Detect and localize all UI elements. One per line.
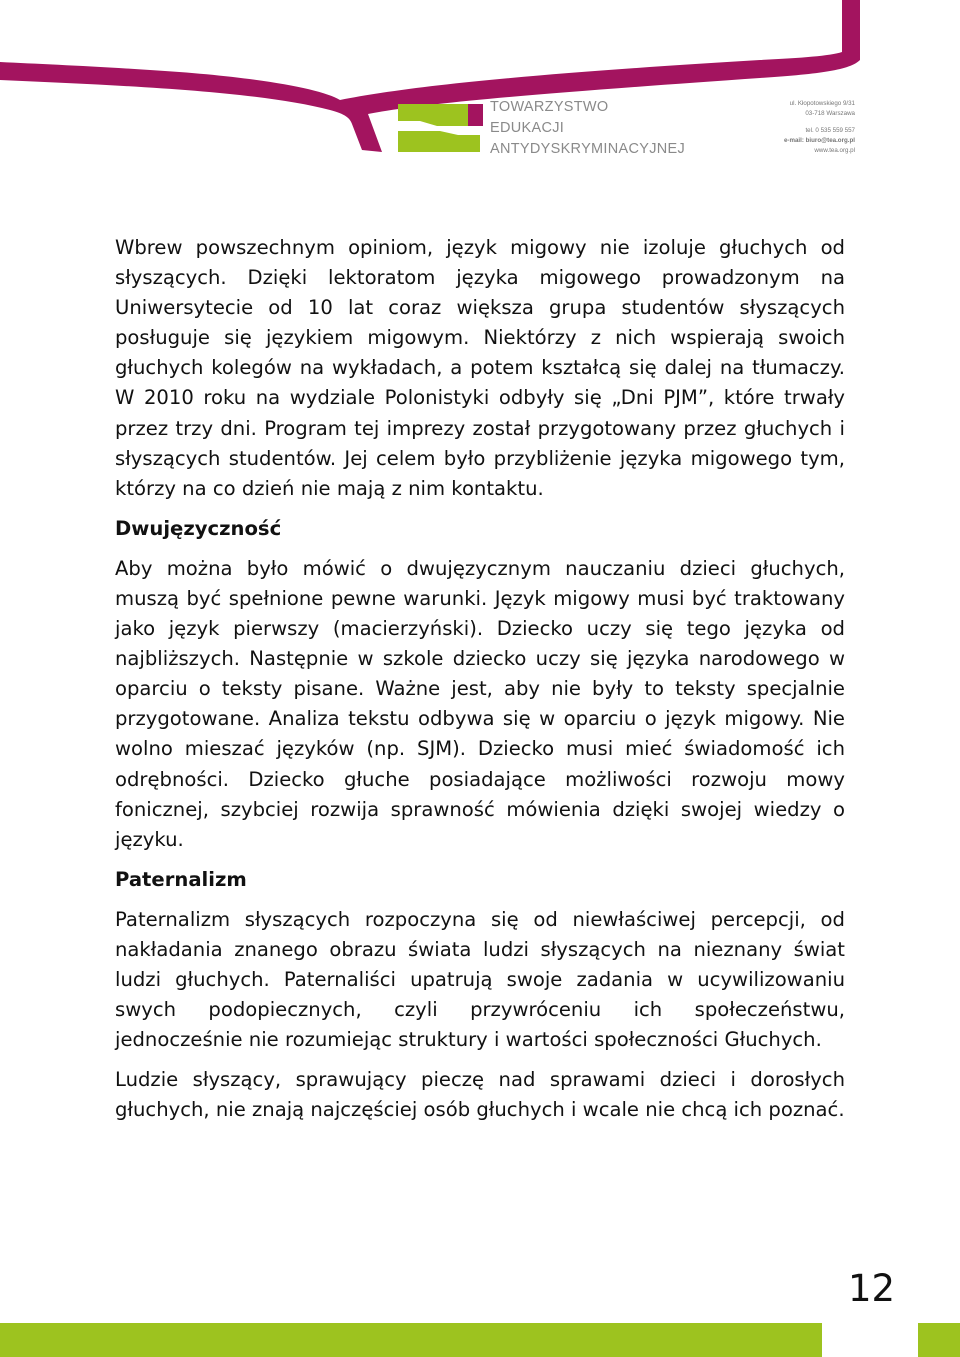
page-number: 12: [848, 1267, 896, 1310]
contact-email: e-mail: biuro@tea.org.pl: [783, 137, 855, 144]
paternalism-paragraph-2: Ludzie słyszący, sprawujący pieczę nad sprawami dzieci i dorosłych głuchych, nie znają najczęściej osób głuchych i wcale nie chcą ich poznać.: [115, 1068, 845, 1122]
paternalism-paragraph-1: Paternalizm słyszących rozpoczyna się od niewłaściwej percepcji, od nakładania znanego obrazu świata ludzi słyszących na nieznany świat ludzi głuchych. Paternaliści upatrują swoje zadania w ucywilizowaniu swych podopiecznych, czyli przywróceniu ich społeczeństwu, jednocześnie nie rozumiejąc struktury i wartości społeczności Głuchych.: [115, 907, 845, 1052]
logo-line-3: ANTYDYSKRYMINACYJNEJ: [490, 141, 686, 157]
logo-green-bottom: [398, 131, 480, 152]
contact-address-1: ul. Kłopotowskiego 9/31: [789, 100, 855, 107]
logo-line-1: TOWARZYSTWO: [490, 99, 609, 115]
logo-green-top: [398, 104, 468, 126]
page-content: [115, 233, 845, 1125]
contact-phone: tel. 0 535 559 557: [805, 127, 855, 134]
header-decoration: [0, 0, 960, 170]
contact-website: www.tea.org.pl: [814, 147, 855, 154]
bilingualism-paragraph: Aby można było mówić o dwujęzycznym nauczaniu dzieci głuchych, muszą być spełnione pewne warunki. Język migowy musi być traktowany jako język pierwszy (macierzyński). Dziecko uczy się tego języka od najbliższych. Następnie w szkole dziecko uczy się języka narodowego w oparciu o teksty pisane. Ważne jest, aby nie były to teksty specjalnie przygotowane. Analiza tekstu odbywa się w oparciu o język migowy. Nie wolno mieszać języków (np. SJM). Dziecko musi mieć świadomość ich odrębności. Dziecko głuche posiadające możliwości rozwoju mowy fonicznej, szybciej rozwija sprawność mówienia dzięki swojej wiedzy o języku.: [115, 556, 845, 851]
intro-paragraph: Wbrew powszechnym opiniom, język migowy nie izoluje głuchych od słyszących. Dzięki lektoratom języka migowego prowadzonym na Uniwersytecie od 10 lat coraz większa grupa studentów słyszących posługuje się językiem migowym. Niektórzy z nich wspierają swoich głuchych kolegów na wykładach, a potem kształcą się dalej na tłumaczy. W 2010 roku na wydziale Polonistyki odbyły się „Dni PJM”, które trwały przez trzy dni. Program tej imprezy został przygotowany przez głuchych i słyszących studentów. Jej celem było przybliżenie języka migowego tym, którzy na co dzień nie mają z nim kontaktu.: [115, 236, 845, 500]
logo-line-2: EDUKACJI: [490, 120, 565, 136]
contact-address-2: 03-718 Warszawa: [805, 110, 855, 117]
logo-magenta-top: [468, 104, 483, 126]
footer-bar: [0, 1323, 822, 1357]
section-heading-bilingualism: Dwujęzyczność: [115, 516, 282, 540]
section-heading-paternalism: Paternalizm: [115, 867, 247, 891]
footer-bar-right: [918, 1323, 960, 1357]
magenta-swoosh: [0, 0, 860, 152]
